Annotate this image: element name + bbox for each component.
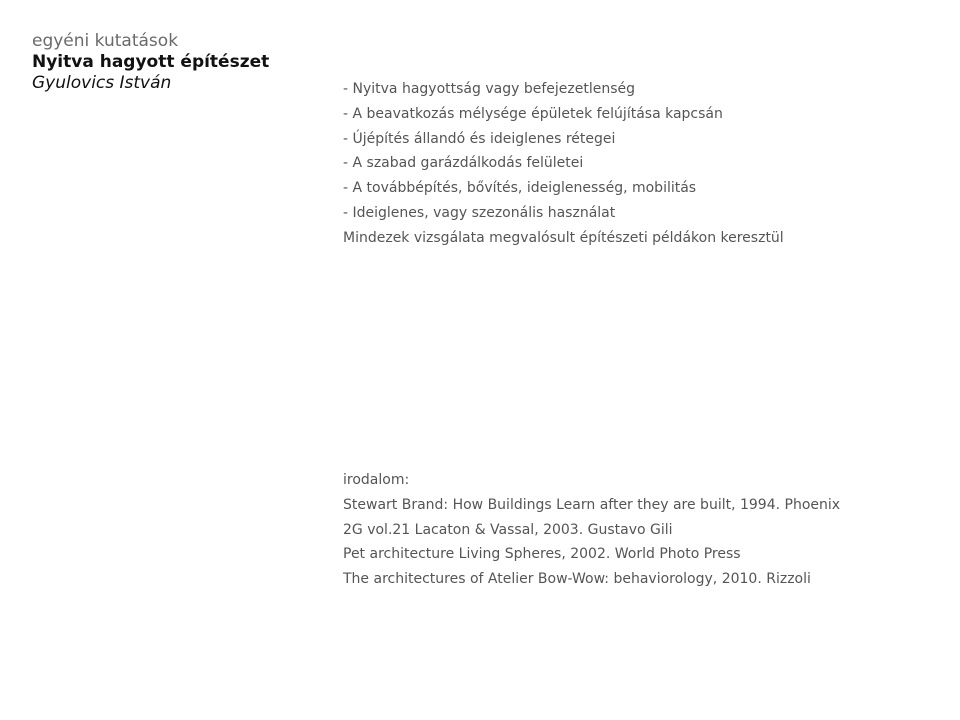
page-title: Nyitva hagyott építészet (32, 52, 270, 72)
topics-list (343, 77, 784, 251)
reference-item: Pet architecture Living Spheres, 2002. World Photo Press (343, 546, 741, 563)
references-section (343, 468, 840, 592)
reference-item: The architectures of Atelier Bow-Wow: behaviorology, 2010. Rizzoli (343, 571, 811, 588)
topic-item: - A beavatkozás mélysége épületek felújítása kapcsán (343, 105, 723, 122)
topic-item: - Nyitva hagyottság vagy befejezetlenség (343, 81, 635, 97)
references-heading: irodalom: (343, 472, 410, 488)
author-name: Gyulovics István (32, 73, 172, 93)
topic-item: - A szabad garázdálkodás felületei (343, 155, 584, 172)
topic-item: - Ideiglenes, vagy szezonális használat (343, 204, 616, 221)
topic-item: - Újépítés állandó és ideiglenes rétegei (343, 130, 616, 147)
page-header (32, 31, 269, 94)
topic-item: - A továbbépítés, bővítés, ideiglenesség, mobilitás (343, 180, 697, 197)
reference-item: 2G vol.21 Lacaton & Vassal, 2003. Gustavo Gili (343, 521, 673, 538)
reference-item: Stewart Brand: How Buildings Learn after they are built, 1994. Phoenix (343, 496, 841, 513)
topic-summary: Mindezek vizsgálata megvalósult építészeti példákon keresztül (343, 229, 784, 246)
category-label: egyéni kutatások (32, 31, 179, 51)
